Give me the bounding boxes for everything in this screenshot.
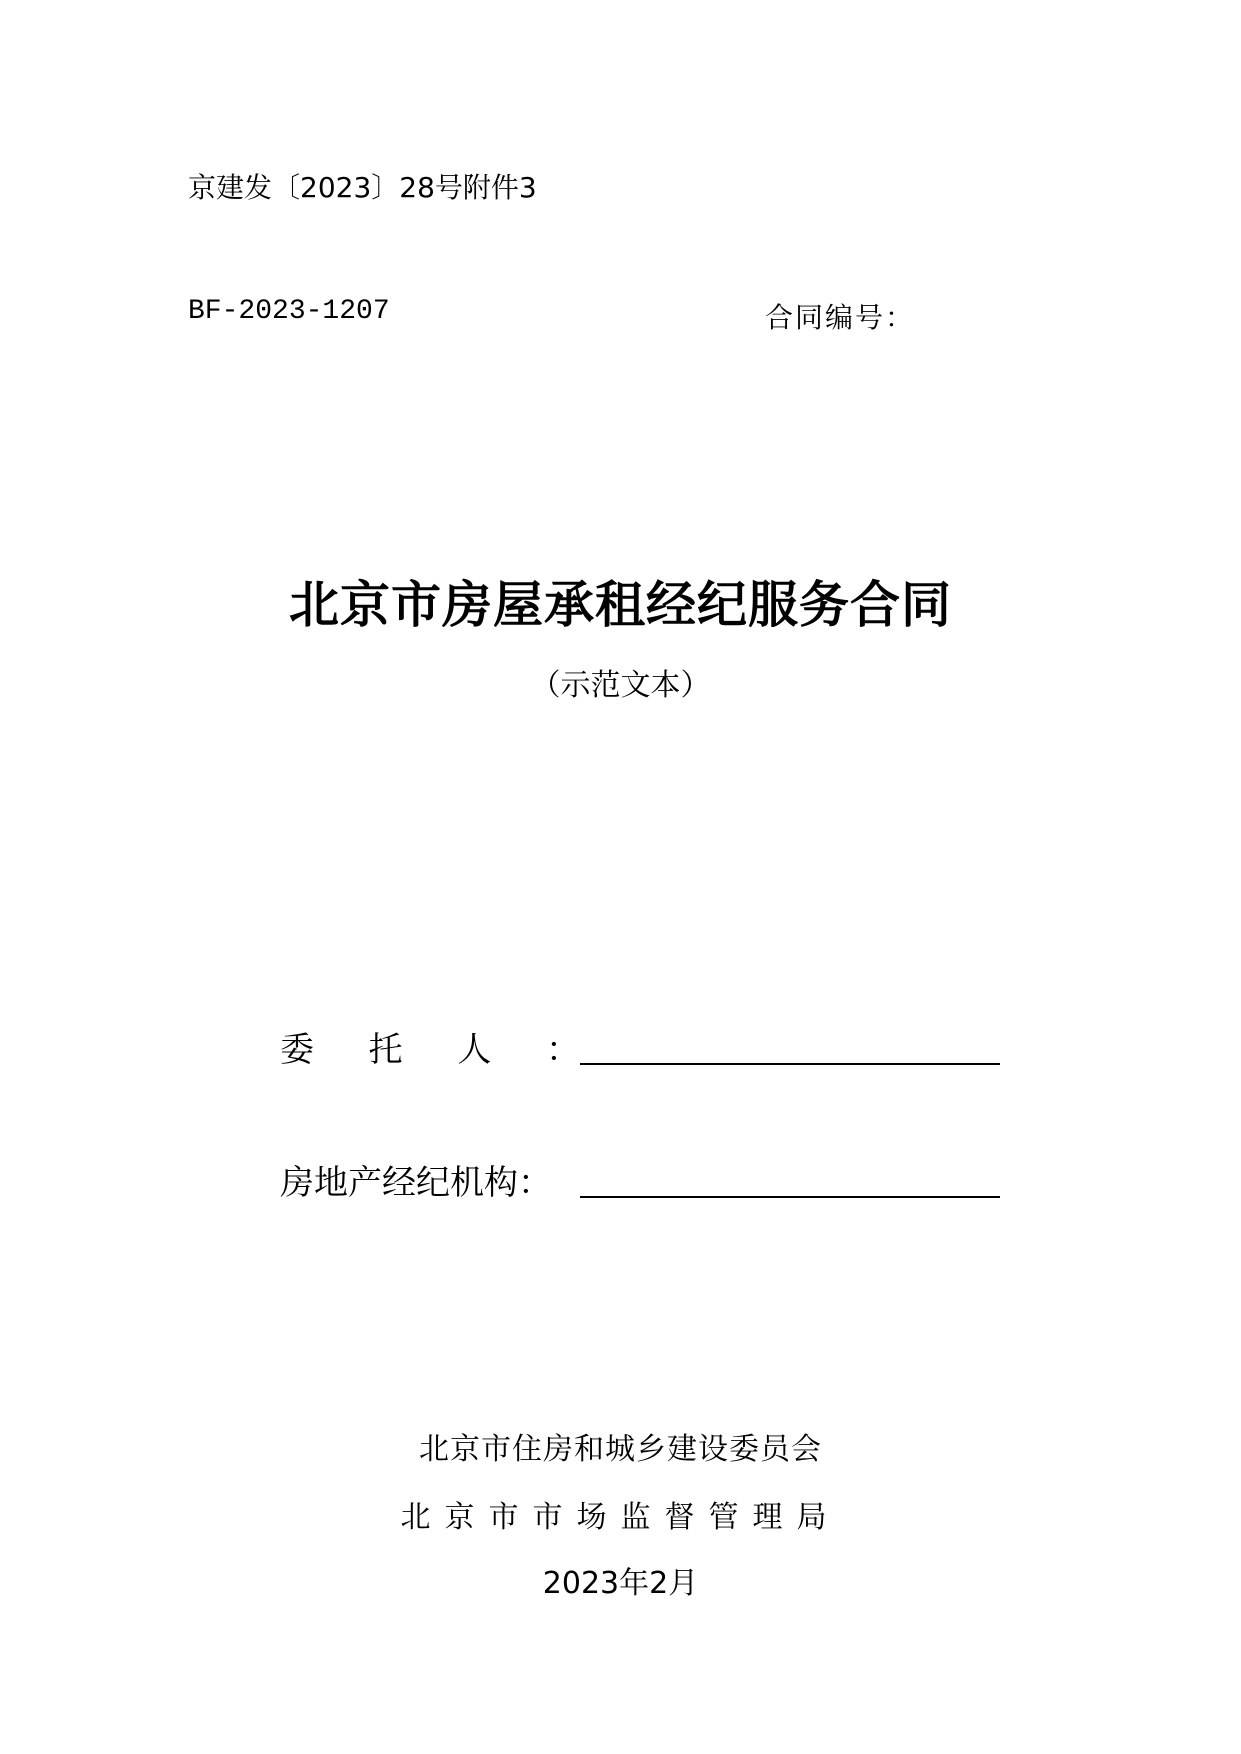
principal-label-char: ： (545, 1030, 580, 1070)
contract-number-label: 合同编号： (765, 301, 916, 334)
principal-label-char: 托 (368, 1030, 403, 1070)
standard-code: BF-2023-1207 (188, 296, 390, 327)
agency-blank-line[interactable] (580, 1192, 1000, 1198)
principal-label-char: 委 (280, 1030, 314, 1070)
document-subtitle: （示范文本） (530, 668, 711, 703)
principal-field (280, 1022, 1000, 1071)
document-title: 北京市房屋承租经纪服务合同 (289, 576, 952, 634)
attachment-reference: 京建发〔2023〕28号附件3 (188, 171, 537, 204)
issuer-market-regulation: 北京市市场监督管理局 (400, 1500, 841, 1535)
principal-label-char: 人 (457, 1030, 492, 1070)
agency-field (280, 1155, 1000, 1204)
principal-blank-line[interactable] (580, 1059, 1000, 1065)
issue-date: 2023年2月 (542, 1566, 699, 1601)
issuer-housing-commission: 北京市住房和城乡建设委员会 (419, 1432, 822, 1467)
agency-label: 房地产经纪机构： (280, 1163, 552, 1203)
principal-label (280, 1022, 580, 1071)
